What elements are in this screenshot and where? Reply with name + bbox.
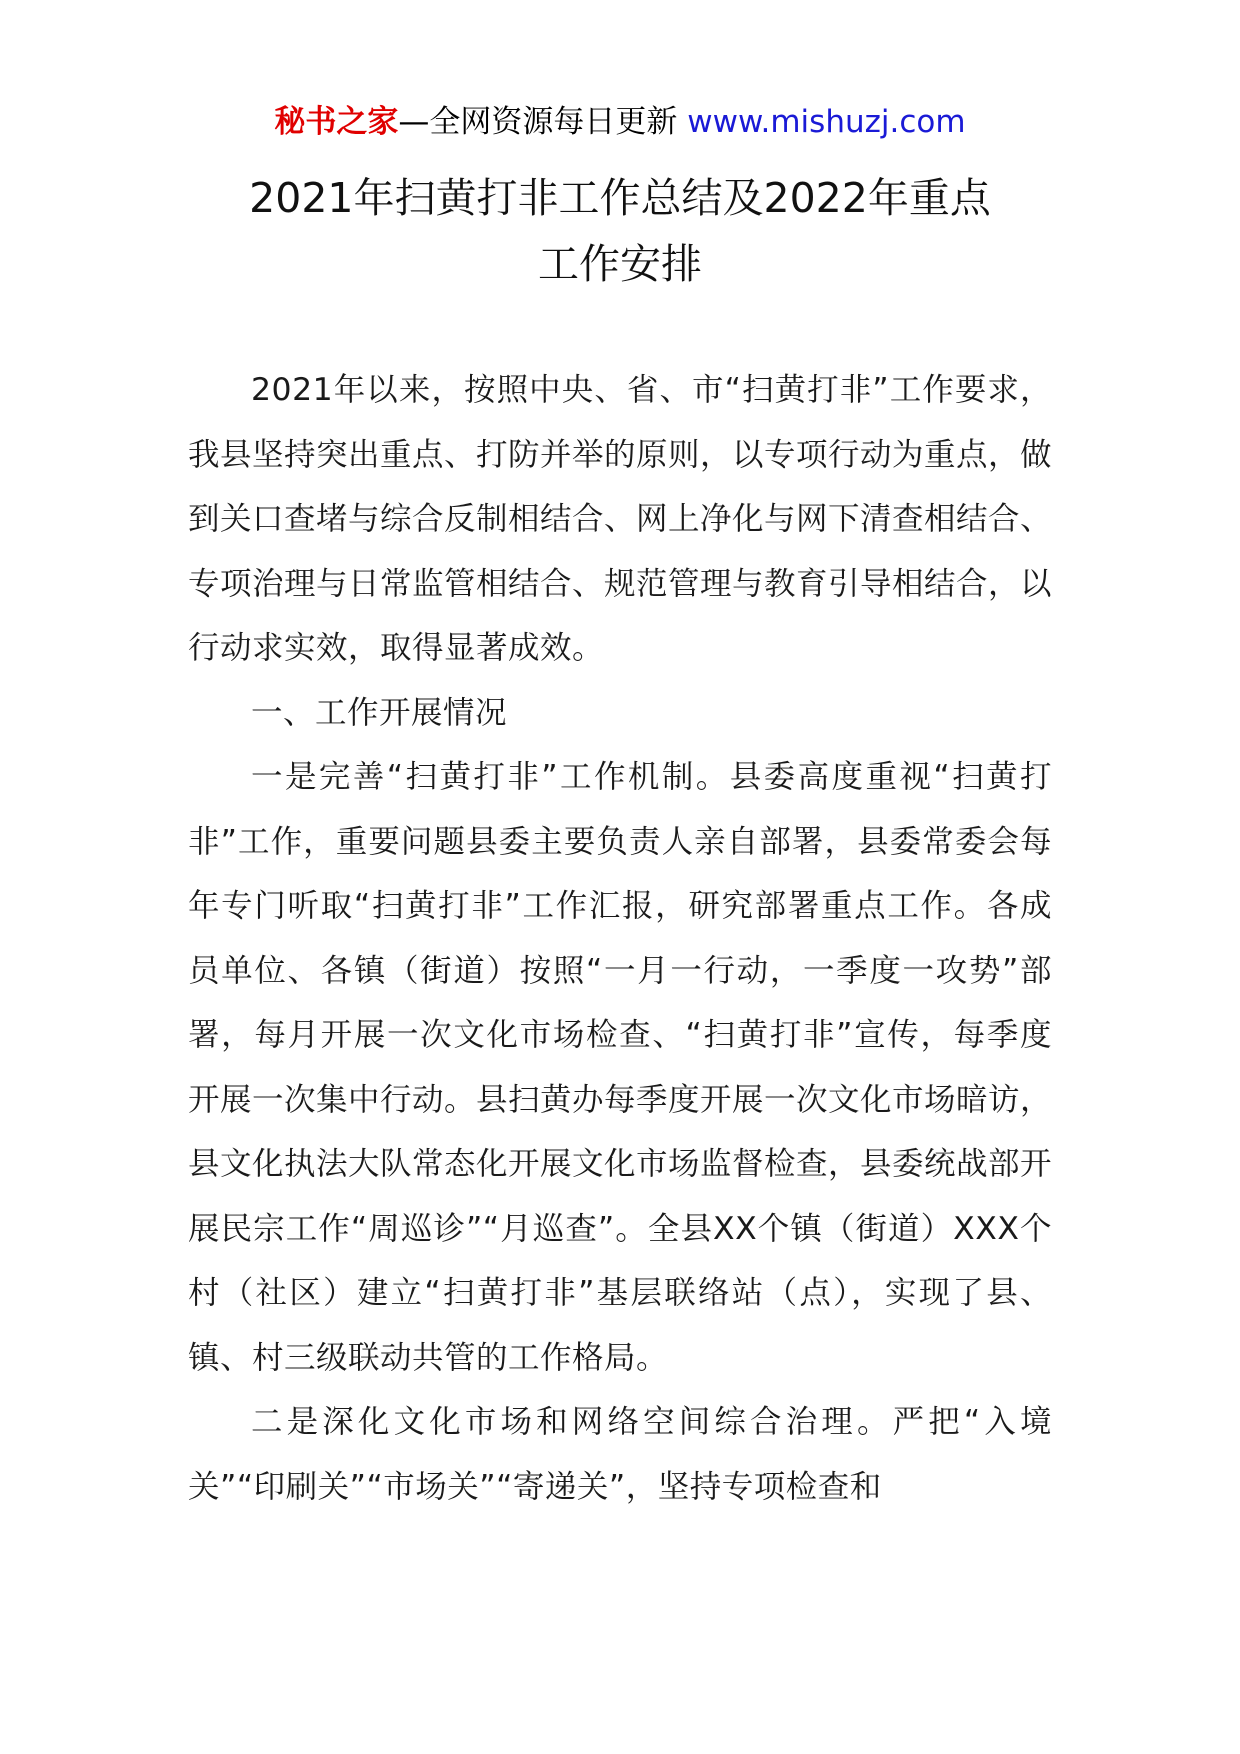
site-url-link[interactable]: www.mishuzj.com xyxy=(687,104,966,140)
title-line-1: 2021年扫黄打非工作总结及2022年重点 xyxy=(249,174,991,222)
body-paragraph: 二是深化文化市场和网络空间综合治理。严把“入境关”“印刷关”“市场关”“寄递关”，坚持专项检查和 xyxy=(188,1404,1052,1505)
brand-name: 秘书之家 xyxy=(274,104,399,140)
site-header xyxy=(0,100,1240,144)
body-paragraph: 一是完善“扫黄打非”工作机制。县委高度重视“扫黄打非”工作，重要问题县委主要负责人亲自部署，县委常委会每年专门听取“扫黄打非”工作汇报，研究部署重点工作。各成员单位、各镇（街道）按照“一月一行动，一季度一攻势”部署，每月开展一次文化市场检查、“扫黄打非”宣传，每季度开展一次集中行动。县扫黄办每季度开展一次文化市场暗访，县文化执法大队常态化开展文化市场监督检查，县委统战部开展民宗工作“周巡诊”“月巡查”。全县XX个镇（街道）XXX个村（社区）建立“扫黄打非”基层联络站（点），实现了县、镇、村三级联动共管的工作格局。 xyxy=(188,759,1053,1376)
section-heading: 一、工作开展情况 xyxy=(251,694,508,731)
intro-paragraph: 2021年以来，按照中央、省、市“扫黄打非”工作要求，我县坚持突出重点、打防并举的原则，以专项行动为重点，做到关口查堵与综合反制相结合、网上净化与网下清查相结合、专项治理与日常监管相结合、规范管理与教育引导相结合，以行动求实效，取得显著成效。 xyxy=(188,372,1053,666)
document-title xyxy=(150,165,1090,297)
title-line-2: 工作安排 xyxy=(538,240,702,288)
header-tagline: —全网资源每日更新 xyxy=(398,104,688,140)
document-body xyxy=(188,358,1052,1519)
